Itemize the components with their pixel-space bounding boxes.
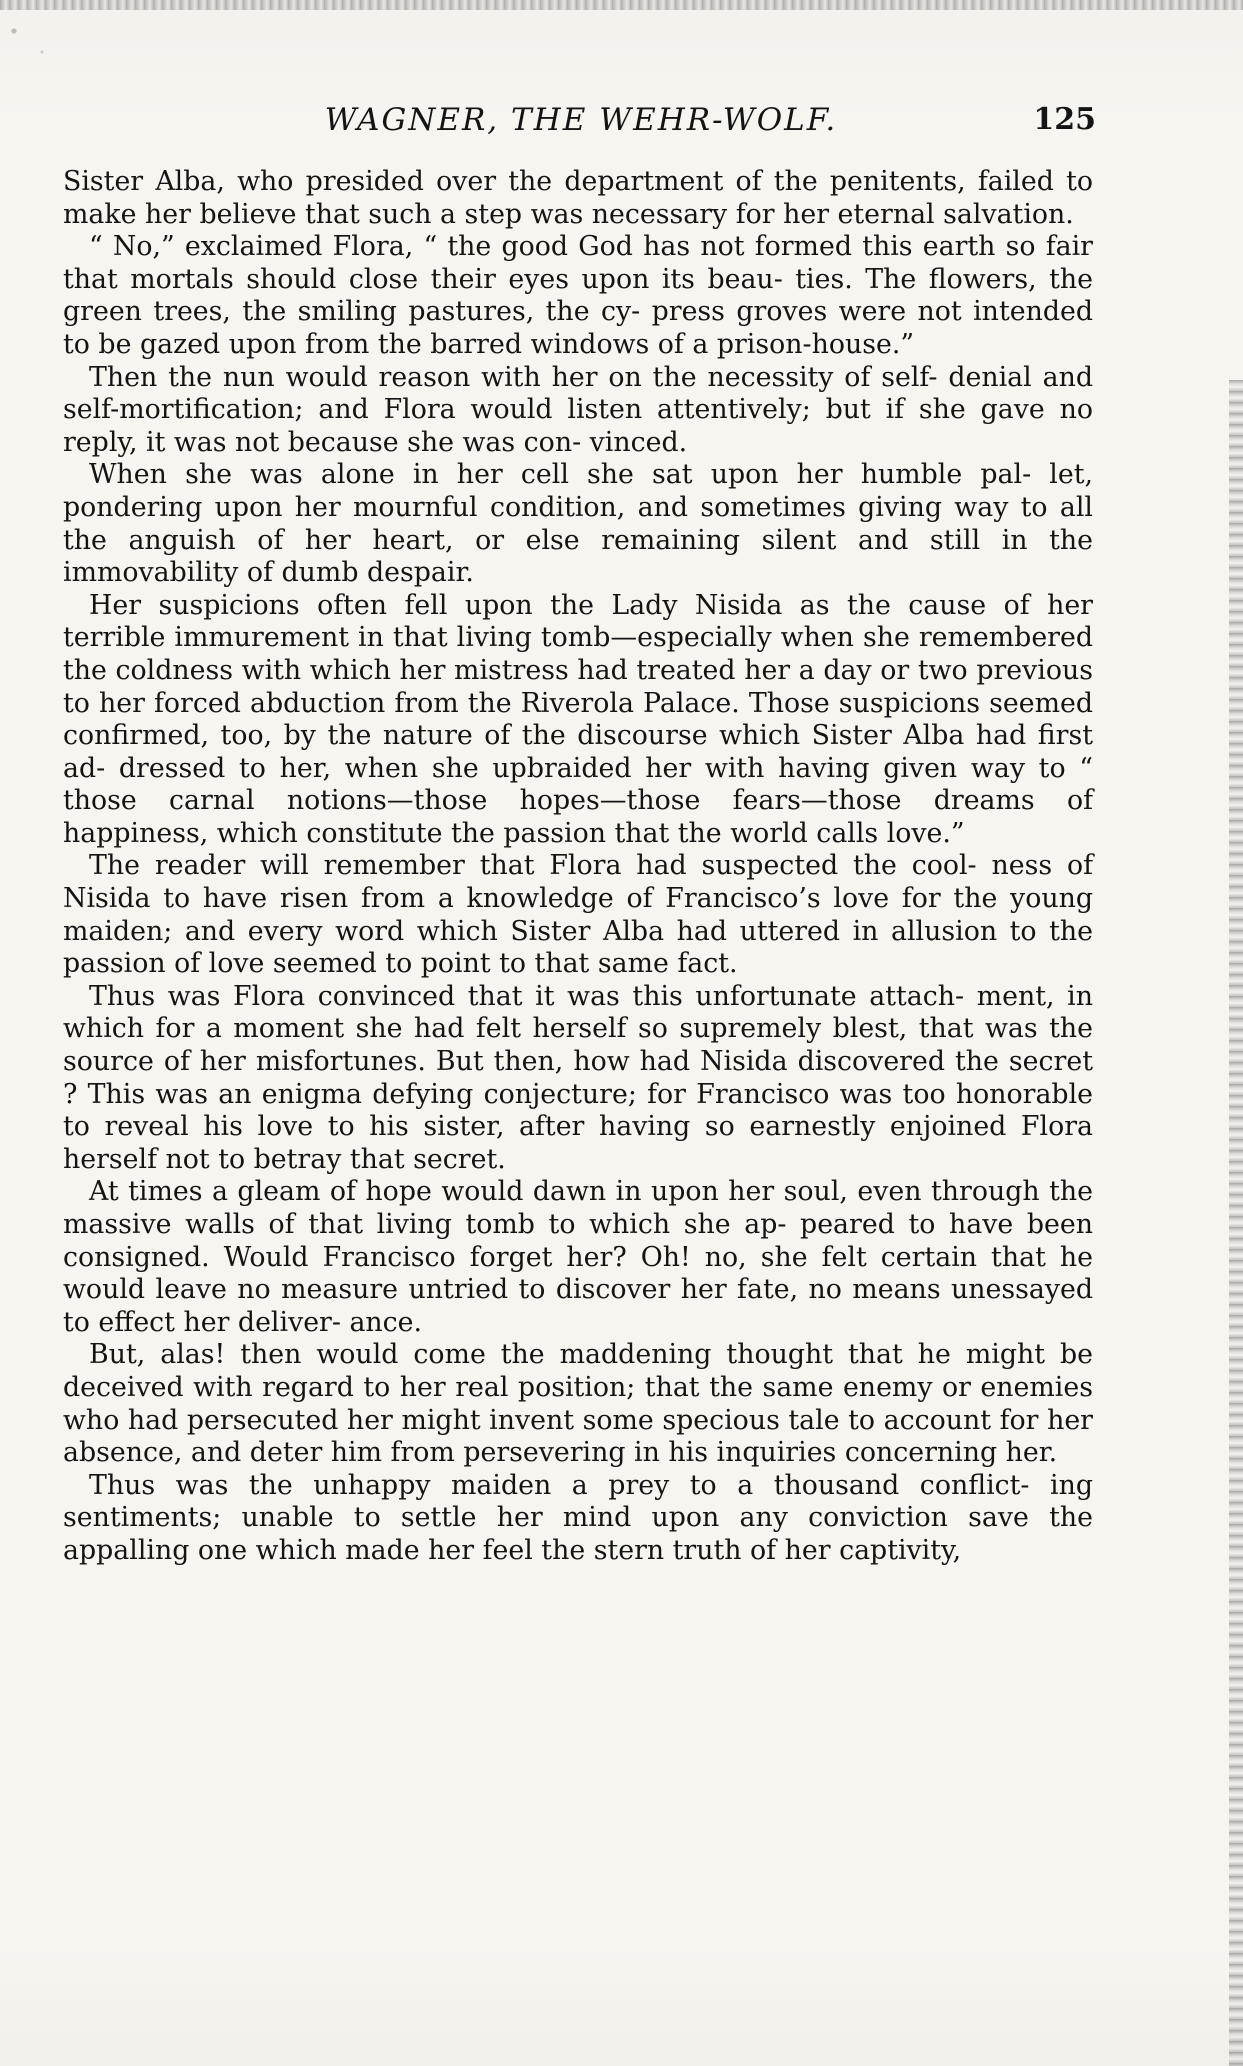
paragraph: Sister Alba, who presided over the department of the penitents, failed to make her believe that such a step was necessary for her eternal salvation. <box>63 166 1093 230</box>
running-title: WAGNER, THE WEHR-WOLF. <box>324 102 838 138</box>
scan-top-edge <box>0 0 1243 10</box>
paragraph: Thus was Flora convinced that it was this unfortunate attach- ment, in which for a moment she had felt herself so supremely blest, that was the source of her misfortunes. But then, how had Nisida discovered the secret ? This was an enigma defying conjecture; for Francisco was too honorable to reveal his love to his sister, after having so earnestly enjoined Flora herself not to betray that secret. <box>63 980 1093 1175</box>
paragraph: Her suspicions often fell upon the Lady Nisida as the cause of her terrible immurement in that living tomb—especially when she remembered the coldness with which her mistress had treated her a day or two previous to her forced abduction from the Riverola Palace. Those suspicions seemed confirmed, too, by the nature of the discourse which Sister Alba had first ad- dressed to her, when she upbraided her with having given way to “ those carnal notions—those hopes—those fears—those dreams of happiness, which constitute the passion that the world calls love.” <box>63 589 1093 849</box>
body-text <box>63 166 1093 1568</box>
paragraph: Then the nun would reason with her on the necessity of self- denial and self-mortification; and Flora would listen attentively; but if she gave no reply, it was not because she was con- vinced. <box>63 361 1093 458</box>
scan-specks <box>0 10 70 80</box>
page-number: 125 <box>1033 102 1096 137</box>
paragraph: But, alas! then would come the maddening thought that he might be deceived with regard to her real position; that the same enemy or enemies who had persecuted her might invent some specious tale to account for her absence, and deter him from persevering in his inquiries concerning her. <box>63 1339 1093 1469</box>
paragraph: At times a gleam of hope would dawn in upon her soul, even through the massive walls of that living tomb to which she ap- peared to have been consigned. Would Francisco forget her? Oh! no, she felt certain that he would leave no measure untried to discover her fate, no means unessayed to effect her deliver- ance. <box>63 1176 1093 1338</box>
paragraph: The reader will remember that Flora had suspected the cool- ness of Nisida to have risen from a knowledge of Francisco’s love for the young maiden; and every word which Sister Alba had uttered in allusion to the passion of love seemed to point to that same fact. <box>63 850 1093 980</box>
paragraph: When she was alone in her cell she sat upon her humble pal- let, pondering upon her mournful condition, and sometimes giving way to all the anguish of her heart, or else remaining silent and still in the immovability of dumb despair. <box>63 459 1093 589</box>
paragraph: Thus was the unhappy maiden a prey to a thousand conflict- ing sentiments; unable to settle her mind upon any conviction save the appalling one which made her feel the stern truth of her captivity, <box>63 1469 1093 1566</box>
page-header <box>66 102 1096 152</box>
scan-right-edge <box>1229 380 1243 2066</box>
paragraph: “ No,” exclaimed Flora, “ the good God has not formed this earth so fair that mortals should close their eyes upon its beau- ties. The flowers, the green trees, the smiling pastures, the cy- press groves were not intended to be gazed upon from the barred windows of a prison-house.” <box>63 231 1093 360</box>
